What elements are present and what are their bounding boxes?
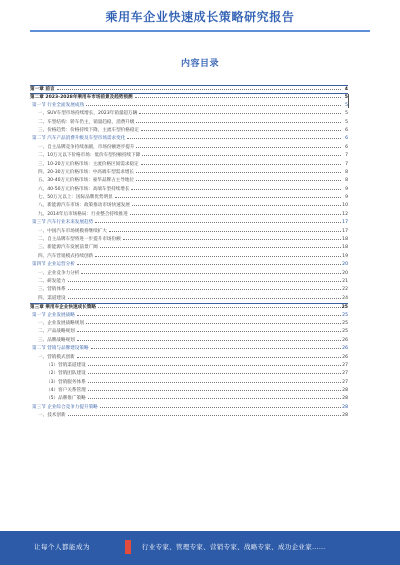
toc-entry[interactable] bbox=[30, 295, 348, 303]
toc-entry-page: 26 bbox=[342, 346, 348, 352]
toc-heading: 内容目录 bbox=[180, 59, 219, 69]
toc-leader-dots bbox=[131, 186, 341, 190]
toc-leader-dots bbox=[86, 102, 341, 106]
toc-leader-dots bbox=[135, 94, 341, 98]
toc-entry-label: 六、40-50万元价格市场：高端车型持续增长 bbox=[38, 186, 130, 192]
toc-entry-page: 24 bbox=[342, 295, 348, 301]
toc-entry-page: 5 bbox=[344, 95, 348, 101]
toc-entry-label: 二、车型结构：轿车仍主，销量趋稳，消费升级 bbox=[38, 119, 135, 125]
toc-entry-page: 17 bbox=[342, 220, 348, 226]
toc-leader-dots bbox=[88, 379, 341, 383]
toc-entry[interactable] bbox=[30, 261, 348, 269]
toc-leader-dots bbox=[88, 395, 341, 399]
toc-entry[interactable] bbox=[30, 202, 348, 210]
toc-entry-label: 九、2014年后市场格局：行业整合持续推进 bbox=[38, 211, 128, 217]
toc-entry[interactable] bbox=[30, 286, 348, 294]
toc-entry-label: 第一章 前言 bbox=[30, 87, 55, 92]
toc-leader-dots bbox=[95, 219, 341, 223]
toc-entry-label: 二、研发能力 bbox=[38, 278, 66, 284]
toc-entry-label: 三、品牌战略规划 bbox=[38, 337, 75, 343]
toc-entry-page: 20 bbox=[342, 262, 348, 268]
toc-leader-dots bbox=[68, 286, 341, 290]
toc-entry-label: （1）营销渠道建设 bbox=[46, 362, 86, 368]
toc-entry-label: （3）营销服务体系 bbox=[46, 379, 86, 385]
toc-entry[interactable] bbox=[30, 370, 348, 378]
toc-leader-dots bbox=[109, 228, 341, 232]
toc-entry-label: 三、价格趋势：价格持续下降，主流车型价格稳定 bbox=[38, 127, 140, 133]
toc-leader-dots bbox=[136, 119, 341, 123]
toc-entry-page: 7 bbox=[345, 153, 348, 159]
toc-entry-label: 二、产品战略规划 bbox=[38, 329, 75, 335]
toc-entry[interactable] bbox=[30, 303, 348, 311]
toc-entry[interactable] bbox=[30, 387, 348, 395]
toc-entry-label: 第二节 汽车产品消费升级及车型市场需求变化 bbox=[32, 136, 126, 142]
toc-entry-page: 6 bbox=[345, 144, 348, 150]
toc-leader-dots bbox=[100, 244, 341, 248]
toc-entry[interactable] bbox=[30, 119, 348, 127]
toc-entry[interactable] bbox=[30, 320, 348, 328]
toc-entry-page: 8 bbox=[345, 169, 348, 175]
toc-entry[interactable] bbox=[30, 345, 348, 353]
toc-entry-label: 八、新能源汽车市场：政策推动市场快速发展 bbox=[38, 203, 130, 209]
toc-leader-dots bbox=[127, 135, 341, 139]
toc-leader-dots bbox=[95, 253, 341, 257]
footer-slogan: 让每个人都能成为 bbox=[34, 543, 90, 551]
toc-entry[interactable] bbox=[30, 244, 348, 252]
toc-entry[interactable] bbox=[30, 135, 348, 143]
toc-entry[interactable] bbox=[30, 85, 348, 93]
toc-entry[interactable] bbox=[30, 278, 348, 286]
toc-entry-label: 二、自主品牌车型将进一步提升市场份额 bbox=[38, 237, 121, 243]
toc-leader-dots bbox=[68, 412, 341, 416]
toc-leader-dots bbox=[88, 387, 341, 391]
toc-entry-page: 27 bbox=[342, 362, 348, 368]
toc-entry-page: 10 bbox=[342, 203, 348, 209]
toc-entry-label: 四、20-30万元价格市场：中高端车型需求增长 bbox=[38, 169, 135, 175]
toc-leader-dots bbox=[77, 328, 341, 332]
margin-mark bbox=[348, 94, 352, 108]
toc-entry-page: 5 bbox=[345, 119, 348, 125]
toc-leader-dots bbox=[68, 295, 341, 299]
toc-entry-label: （2）营销团队建设 bbox=[46, 371, 86, 377]
toc-leader-dots bbox=[81, 270, 341, 274]
toc-entry-page: 9 bbox=[345, 195, 348, 201]
toc-entry-page: 25 bbox=[342, 329, 348, 335]
toc-entry-page: 19 bbox=[342, 253, 348, 259]
toc-leader-dots bbox=[98, 304, 341, 308]
toc-entry[interactable] bbox=[30, 270, 348, 278]
toc-entry-label: 二、10万元以下价格市场：低价车型份额持续下降 bbox=[38, 153, 141, 159]
toc-entry-page: 4 bbox=[344, 87, 348, 92]
toc-entry-page: 22 bbox=[342, 287, 348, 293]
toc-entry[interactable] bbox=[30, 102, 348, 110]
toc-entry[interactable] bbox=[30, 228, 348, 236]
toc-entry-page: 5 bbox=[345, 111, 348, 117]
toc-entry-page: 25 bbox=[342, 312, 348, 318]
toc-entry-label: 三、10-20万元价格市场：主流价格区间需求稳定 bbox=[38, 161, 139, 167]
report-header bbox=[0, 0, 400, 32]
toc-entry[interactable] bbox=[30, 379, 348, 387]
toc-entry-page: 12 bbox=[342, 211, 348, 217]
toc-entry[interactable] bbox=[30, 161, 348, 169]
toc-leader-dots bbox=[139, 110, 341, 114]
toc-leader-dots bbox=[136, 177, 341, 181]
toc-entry-page: 26 bbox=[342, 337, 348, 343]
toc-entry-page: 8 bbox=[345, 178, 348, 184]
toc-entry-label: 一、企业发展战略规划 bbox=[38, 320, 84, 326]
toc-entry-page: 28 bbox=[342, 396, 348, 402]
toc-leader-dots bbox=[88, 370, 341, 374]
toc-entry[interactable] bbox=[30, 211, 348, 219]
toc-entry[interactable] bbox=[30, 219, 348, 227]
toc-entry-page: 18 bbox=[342, 237, 348, 243]
toc-entry[interactable] bbox=[30, 337, 348, 345]
toc-entry-label: 一、技术创新 bbox=[38, 413, 66, 419]
toc-entry-page: 5 bbox=[345, 102, 348, 108]
toc-entry-label: 三、新能源汽车发展前景广阔 bbox=[38, 245, 98, 251]
toc-leader-dots bbox=[77, 312, 341, 316]
toc-leader-dots bbox=[68, 278, 341, 282]
toc-leader-dots bbox=[88, 362, 341, 366]
toc-entry[interactable] bbox=[30, 186, 348, 194]
toc-leader-dots bbox=[141, 127, 341, 131]
toc-entry-page: 27 bbox=[342, 371, 348, 377]
toc-entry-page: 26 bbox=[342, 354, 348, 360]
toc-entry-page: 6 bbox=[345, 127, 348, 133]
toc-leader-dots bbox=[136, 169, 341, 173]
toc-entry-page: 9 bbox=[345, 186, 348, 192]
toc-entry-label: 四、汽车营销模式持续创新 bbox=[38, 253, 94, 259]
toc-entry-label: 第二章 2023-2028年乘用车市场前景及趋势预测 bbox=[30, 95, 133, 101]
toc-entry-label: 第三章 乘用车企业快速成长策略 bbox=[30, 305, 96, 311]
toc-leader-dots bbox=[123, 236, 341, 240]
toc-entry[interactable] bbox=[30, 404, 348, 412]
toc-entry-label: 第一节 企业发展战略 bbox=[32, 312, 75, 318]
toc-leader-dots bbox=[91, 345, 341, 349]
toc-entry-page: 25 bbox=[341, 305, 348, 311]
toc-entry-page: 21 bbox=[342, 278, 348, 284]
toc-entry-label: 一、中国汽车市场规模将继续扩大 bbox=[38, 228, 107, 234]
footer-tagline: 行业专家、管理专家、营销专家、战略专家、成功企业家…… bbox=[142, 543, 326, 551]
toc-leader-dots bbox=[77, 354, 341, 358]
table-of-contents bbox=[30, 85, 348, 421]
toc-entry-page: 20 bbox=[342, 270, 348, 276]
toc-entry-page: 28 bbox=[342, 404, 348, 410]
toc-entry[interactable] bbox=[30, 177, 348, 185]
toc-entry-label: （4）客户关系管理 bbox=[46, 388, 86, 394]
footer-banner bbox=[0, 531, 400, 565]
toc-entry-page: 27 bbox=[342, 379, 348, 385]
toc-entry[interactable] bbox=[30, 253, 348, 261]
toc-entry[interactable] bbox=[30, 144, 348, 152]
toc-entry[interactable] bbox=[30, 354, 348, 362]
toc-entry[interactable] bbox=[30, 152, 348, 160]
toc-entry[interactable] bbox=[30, 312, 348, 320]
toc-entry-page: 18 bbox=[342, 245, 348, 251]
toc-entry-label: 三、营销体系 bbox=[38, 287, 66, 293]
toc-entry[interactable] bbox=[30, 110, 348, 118]
toc-entry-label: 第二节 营销与品牌建设策略 bbox=[32, 346, 89, 352]
toc-leader-dots bbox=[136, 144, 341, 148]
toc-leader-dots bbox=[77, 337, 341, 341]
header-divider bbox=[30, 30, 370, 32]
toc-entry[interactable] bbox=[30, 362, 348, 370]
toc-entry-label: 第三节 汽车行业未来发展趋势 bbox=[32, 220, 94, 226]
toc-leader-dots bbox=[130, 211, 341, 215]
toc-entry-label: 一、SUV车型市场持续增长，2023年销量超万辆 bbox=[38, 111, 138, 117]
toc-entry-page: 7 bbox=[345, 161, 348, 167]
toc-leader-dots bbox=[77, 261, 341, 265]
toc-entry[interactable] bbox=[30, 169, 348, 177]
toc-leader-dots bbox=[142, 152, 341, 156]
toc-leader-dots bbox=[132, 202, 341, 206]
toc-entry[interactable] bbox=[30, 328, 348, 336]
toc-entry-label: 四、渠道建设 bbox=[38, 295, 66, 301]
toc-entry[interactable] bbox=[30, 93, 348, 101]
toc-entry[interactable] bbox=[30, 395, 348, 403]
toc-entry-label: 一、企业竞争力分析 bbox=[38, 270, 80, 276]
toc-entry-label: 一、营销模式创新 bbox=[38, 354, 75, 360]
toc-entry-page: 25 bbox=[342, 320, 348, 326]
toc-leader-dots bbox=[86, 320, 341, 324]
toc-leader-dots bbox=[115, 194, 341, 198]
toc-entry-label: 第三节 企业综合竞争力提升策略 bbox=[32, 404, 98, 410]
toc-entry-page: 28 bbox=[342, 413, 348, 419]
toc-entry-label: 第四节 企业运营分析 bbox=[32, 262, 75, 268]
toc-entry-label: （5）品牌推广策略 bbox=[46, 396, 86, 402]
toc-leader-dots bbox=[100, 404, 341, 408]
toc-entry-page: 17 bbox=[342, 228, 348, 234]
toc-entry-page: 6 bbox=[345, 136, 348, 142]
toc-entry[interactable] bbox=[30, 412, 348, 420]
toc-entry[interactable] bbox=[30, 194, 348, 202]
toc-entry-label: 七、50万元以上：国际品牌优势明显 bbox=[38, 195, 113, 201]
toc-entry-label: 五、30-40万元价格市场：豪华品牌占主导地位 bbox=[38, 178, 135, 184]
toc-entry[interactable] bbox=[30, 236, 348, 244]
report-title: 乘用车企业快速成长策略研究报告 bbox=[105, 10, 295, 24]
footer-separator bbox=[125, 540, 131, 554]
toc-entry-label: 一、自主品牌竞争持续加剧，市场份额逐步提升 bbox=[38, 144, 135, 150]
toc-leader-dots bbox=[57, 86, 341, 90]
toc-leader-dots bbox=[141, 161, 341, 165]
toc-entry-label: 第一节 行业全面发展成熟 bbox=[32, 102, 84, 108]
toc-entry[interactable] bbox=[30, 127, 348, 135]
toc-entry-page: 28 bbox=[342, 388, 348, 394]
